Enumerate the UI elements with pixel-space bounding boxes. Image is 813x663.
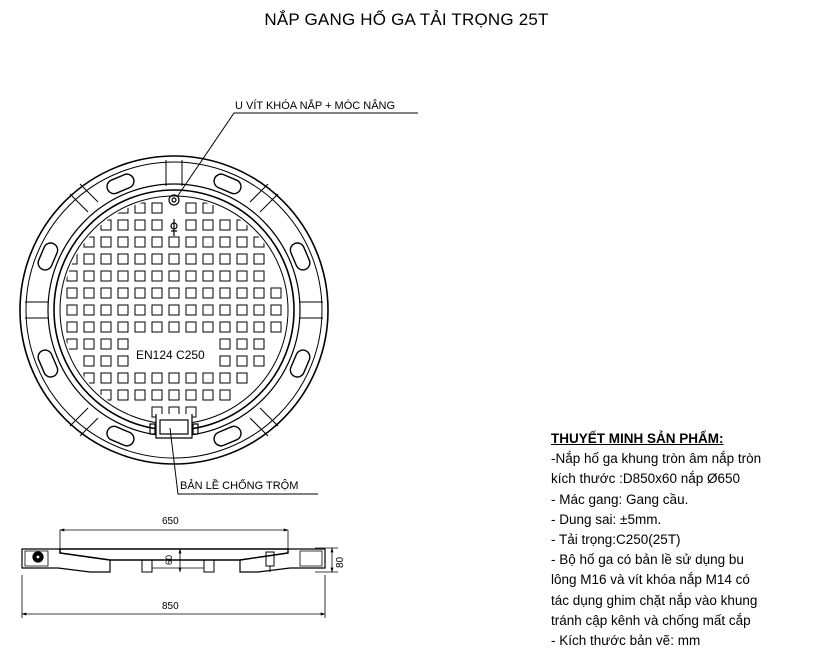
notes-line: -Nắp hố ga khung tròn âm nắp tròn [551,451,762,467]
grid-square [118,373,128,383]
grid-square [118,305,128,315]
grid-square [67,322,77,332]
grid-square [254,254,264,264]
grid-square [237,254,247,264]
grid-square [152,288,162,298]
grid-square [101,305,111,315]
grid-square [101,271,111,281]
grid-square [135,271,145,281]
grid-square [135,237,145,247]
notes-line: tác dụng ghim chặt nắp vào khung [551,592,758,608]
grid-square [101,237,111,247]
grid-square [203,254,213,264]
grid-square [203,305,213,315]
grid-square [237,271,247,281]
grid-square [237,288,247,298]
notes-line: - Bộ hố ga có bản lề sử dụng bu [551,552,744,568]
grid-square [135,288,145,298]
grid-square [186,254,196,264]
grid-square [152,322,162,332]
grid-square [203,237,213,247]
lock-screw-leader [177,113,418,197]
grid-square [118,288,128,298]
grid-square [118,271,128,281]
grid-square [118,356,128,366]
frame-rib-ring [26,162,322,458]
product-notes [551,429,813,651]
grid-square [101,322,111,332]
grid-square [84,271,94,281]
grid-square [203,220,213,230]
grid-square [203,373,213,383]
grid-square [220,305,230,315]
hinge-symbol [150,414,198,438]
dimension-80: 80 [335,556,346,568]
grid-square [101,254,111,264]
section-view [22,530,338,618]
grid-square [254,271,264,281]
grid-square [169,373,179,383]
grid-square [135,305,145,315]
grid-square [186,237,196,247]
grid-square [254,288,264,298]
notes-line: tránh cập kênh và chống mất cắp [551,612,751,628]
grid-square [67,305,77,315]
dimension-60: 60 [164,554,174,565]
grid-square [135,254,145,264]
grid-square [118,339,128,349]
grid-square [186,271,196,281]
grid-square [203,288,213,298]
grid-square [254,356,264,366]
drawing-title: NẮP GANG HỐ GA TẢI TRỌNG 25T [264,10,549,29]
grid-square [152,373,162,383]
grid-square [220,220,230,230]
grid-square [237,237,247,247]
lock-screw-symbol [169,195,179,236]
marking-label: EN124 C250 [136,348,205,362]
grid-square [220,390,230,400]
dimension-850: 850 [162,601,179,612]
grid-square [254,322,264,332]
grid-square [237,322,247,332]
grid-square [186,305,196,315]
grid-square [237,373,247,383]
grid-square [220,271,230,281]
grid-square [186,373,196,383]
hinge-label: BẢN LỀ CHỐNG TRỘM [180,480,299,492]
grid-square [84,356,94,366]
grid-square [203,271,213,281]
grid-square [271,305,281,315]
grid-square [118,220,128,230]
grid-square [84,339,94,349]
grid-square [152,237,162,247]
grid-square [186,288,196,298]
grid-square [67,339,77,349]
grid-square [220,254,230,264]
top-view [20,113,418,494]
grid-square [152,254,162,264]
grid-square [186,203,196,213]
grid-square [169,322,179,332]
grid-square [169,305,179,315]
grid-square [220,322,230,332]
grid-square [169,390,179,400]
notes-line: kích thước :D850x60 nắp Ø650 [551,471,740,487]
grid-square [101,356,111,366]
grid-square [135,203,145,213]
grid-square [118,322,128,332]
grid-square [84,288,94,298]
grid-square [254,305,264,315]
grid-square [237,305,247,315]
grid-square [203,203,213,213]
grid-square [101,288,111,298]
grid-square [84,322,94,332]
notes-line: - Dung sai: ±5mm. [551,511,662,527]
grid-square [220,288,230,298]
grid-square [152,390,162,400]
grid-square [271,288,281,298]
grid-square [135,390,145,400]
grid-square [67,288,77,298]
grid-square [186,322,196,332]
grid-square [135,220,145,230]
grid-square [118,390,128,400]
grid-square [220,237,230,247]
grid-square [135,322,145,332]
grid-square [237,356,247,366]
grid-square [203,390,213,400]
grid-square [220,356,230,366]
grid-square [186,390,196,400]
grid-square [169,237,179,247]
grid-square [169,271,179,281]
notes-line: - Kích thước bản vẽ: mm [551,633,701,649]
notes-line: - Mác gang: Gang cầu. [551,491,689,507]
grid-square [152,305,162,315]
grid-square [84,254,94,264]
grid-square [271,322,281,332]
grid-square [203,322,213,332]
notes-line: lông M16 và vít khóa nắp M14 có [551,572,750,588]
grid-square [169,288,179,298]
notes-line: - Tải trọng:C250(25T) [551,532,681,548]
grid-square [152,271,162,281]
grid-square [118,237,128,247]
grid-square [101,339,111,349]
grid-square [152,203,162,213]
lock-screw-label: U VÍT KHÓA NẮP + MÓC NÂNG [235,100,396,112]
grid-square [220,373,230,383]
grid-square [101,373,111,383]
grid-square [118,254,128,264]
grid-square [254,339,264,349]
grid-square [84,305,94,315]
grid-square [220,339,230,349]
grid-square [169,254,179,264]
notes-heading: THUYẾT MINH SẢN PHẨM: [551,431,724,446]
grid-square [67,271,77,281]
grid-square [186,220,196,230]
grid-square [152,220,162,230]
grid-square [237,339,247,349]
grid-square [135,373,145,383]
dimension-650: 650 [162,516,179,527]
